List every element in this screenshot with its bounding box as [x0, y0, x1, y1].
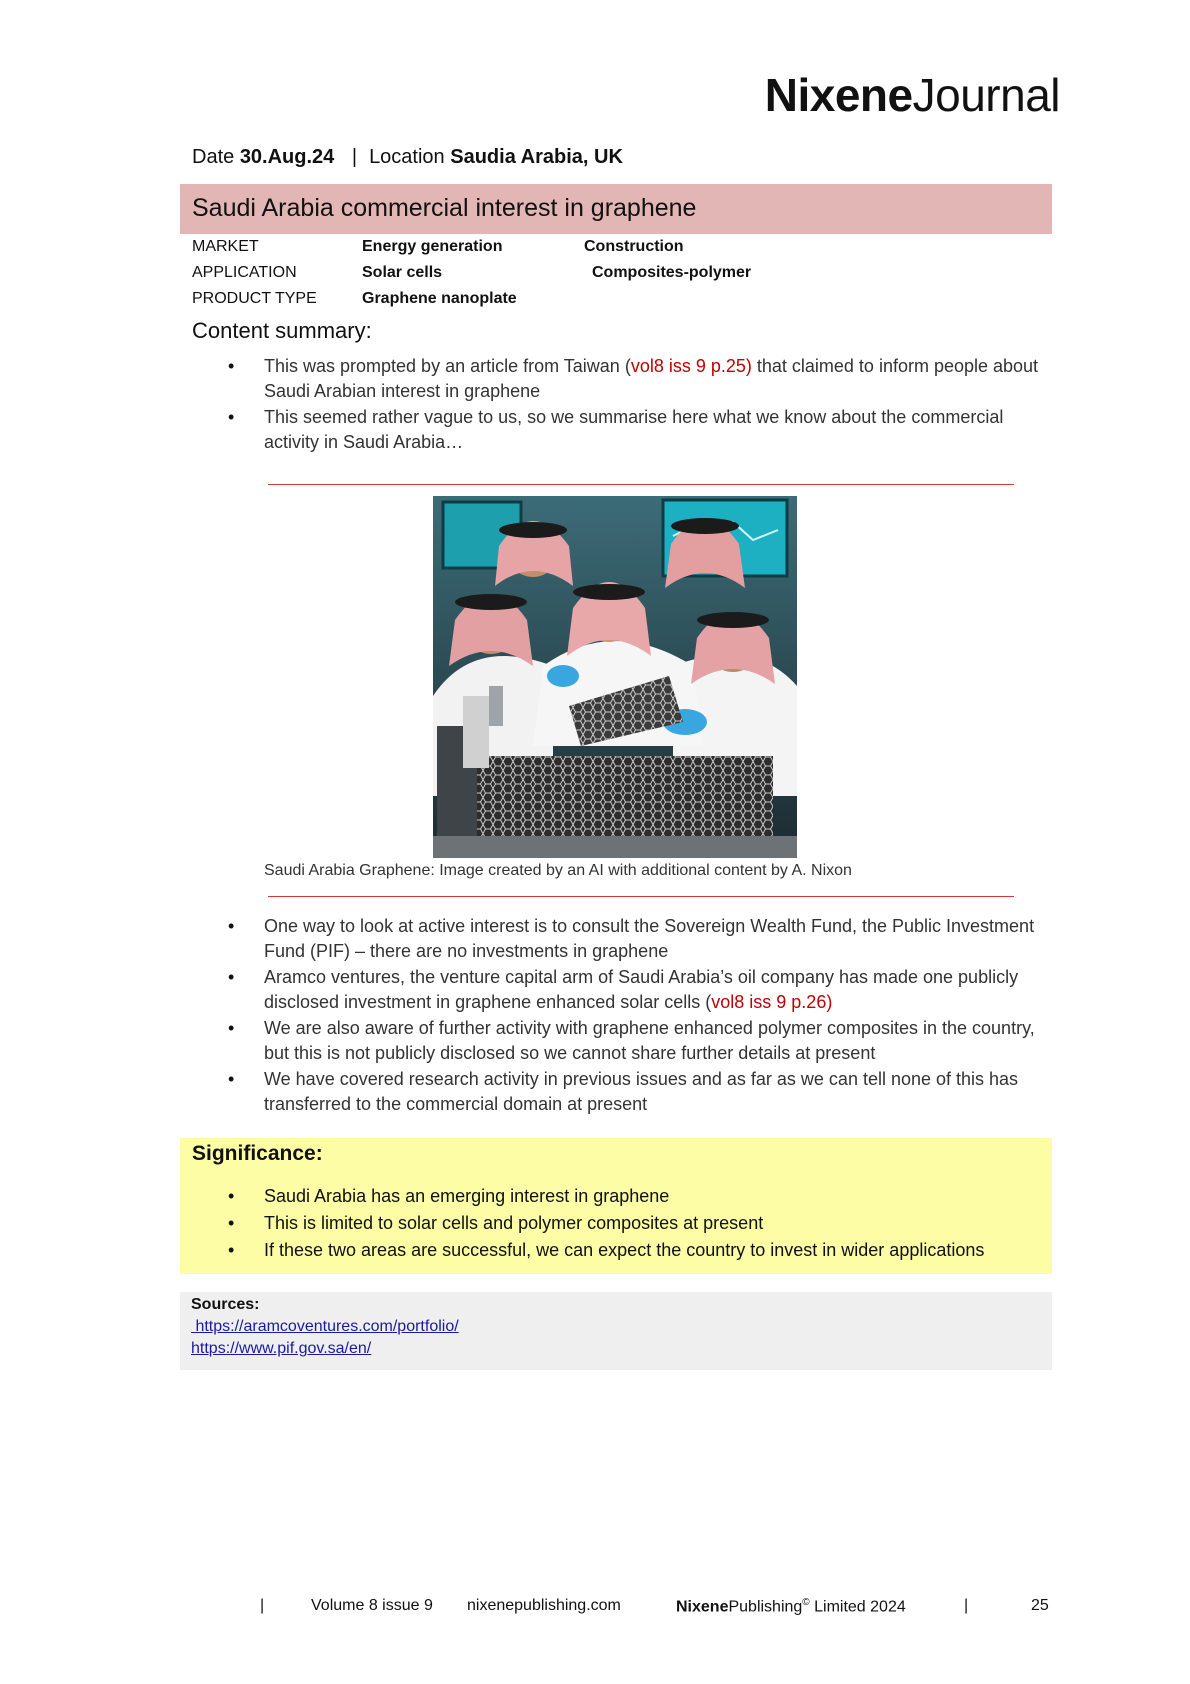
date-value: 30.Aug.24 [239, 146, 335, 168]
source-link-aramco[interactable]: https://aramcoventures.com/portfolio/ [191, 1318, 459, 1335]
footer-website: nixenepublishing.com [467, 1597, 621, 1614]
application-value: Composites-polymer [592, 264, 752, 281]
body-bullet-list [192, 914, 1042, 1118]
divider-top [268, 484, 1014, 485]
footer-publisher: NixenePublishing© Limited 2024 [676, 1597, 906, 1616]
sources-heading: Sources: [191, 1296, 260, 1313]
market-value: Energy generation [362, 238, 503, 255]
bullet-icon: • [228, 1240, 235, 1260]
article-title-bar [180, 184, 1052, 234]
date-label: Date [192, 146, 235, 168]
footer-volume: Volume 8 issue 9 [311, 1597, 433, 1614]
logo-bold-text: Nixene [764, 69, 913, 121]
bullet-icon: • [228, 1186, 235, 1206]
article-title: Saudi Arabia commercial interest in graphene [192, 194, 697, 222]
bullet-icon: • [228, 407, 235, 427]
application-label: APPLICATION [192, 264, 297, 281]
list-item: • If these two areas are successful, we can expect the country to invest in wider applications [192, 1238, 1042, 1263]
list-item: • Aramco ventures, the venture capital arm of Saudi Arabia’s oil company has made one publicly disclosed investment in graphene enhanced solar cells (vol8 iss 9 p.26) [228, 967, 1019, 1012]
list-item: • We have covered research activity in previous issues and as far as we can tell none of this has transferred to the commercial domain at present [228, 1069, 1019, 1114]
bullet-icon: • [228, 356, 235, 376]
product-type-value: Graphene nanoplate [362, 290, 517, 307]
article-figure-image [433, 496, 797, 858]
location-value: Saudia Arabia, UK [450, 146, 623, 168]
page-number: 25 [1031, 1597, 1049, 1614]
list-item: • One way to look at active interest is to consult the Sovereign Wealth Fund, the Public Investment Fund (PIF) – there are no investments in graphene [228, 916, 1035, 961]
list-item: • This seemed rather vague to us, so we summarise here what we know about the commercial activity in Saudi Arabia… [228, 407, 1004, 452]
market-value: Construction [584, 238, 684, 255]
summary-bullet-list [192, 354, 1042, 456]
list-item: • We are also aware of further activity with graphene enhanced polymer composites in the country, but this is not publicly disclosed so we cannot share further details at present [228, 1018, 1035, 1063]
significance-bullet-list [192, 1184, 1042, 1265]
content-summary-heading: Content summary: [192, 318, 372, 343]
issue-reference: vol8 iss 9 p.25) [630, 356, 752, 376]
figure-caption: Saudi Arabia Graphene: Image created by an AI with additional content by A. Nixon [264, 862, 852, 879]
location-label: Location [369, 146, 445, 168]
divider-bottom [268, 896, 1014, 897]
dateline-separator: | [351, 146, 358, 168]
bullet-icon: • [228, 1018, 235, 1038]
footer-separator: | [260, 1597, 265, 1614]
market-label: MARKET [192, 238, 259, 255]
significance-heading: Significance: [192, 1142, 323, 1165]
footer-separator: | [964, 1597, 969, 1614]
bullet-icon: • [228, 1213, 235, 1233]
list-item: • This was prompted by an article from Taiwan (vol8 iss 9 p.25) that claimed to inform people about Saudi Arabian interest in graphene [228, 356, 1039, 401]
bullet-icon: • [228, 1069, 235, 1089]
journal-logo [765, 68, 1060, 122]
product-type-label: PRODUCT TYPE [192, 290, 317, 307]
list-item: • Saudi Arabia has an emerging interest in graphene [192, 1184, 1042, 1209]
source-link-pif[interactable]: https://www.pif.gov.sa/en/ [191, 1340, 372, 1357]
graphene-lab-illustration [433, 496, 797, 858]
issue-reference: vol8 iss 9 p.26) [711, 992, 833, 1012]
bullet-icon: • [228, 967, 235, 987]
logo-light-text: Journal [912, 69, 1060, 121]
list-item: • This is limited to solar cells and polymer composites at present [192, 1211, 1042, 1236]
bullet-icon: • [228, 916, 235, 936]
application-value: Solar cells [362, 264, 443, 281]
dateline [192, 146, 623, 169]
